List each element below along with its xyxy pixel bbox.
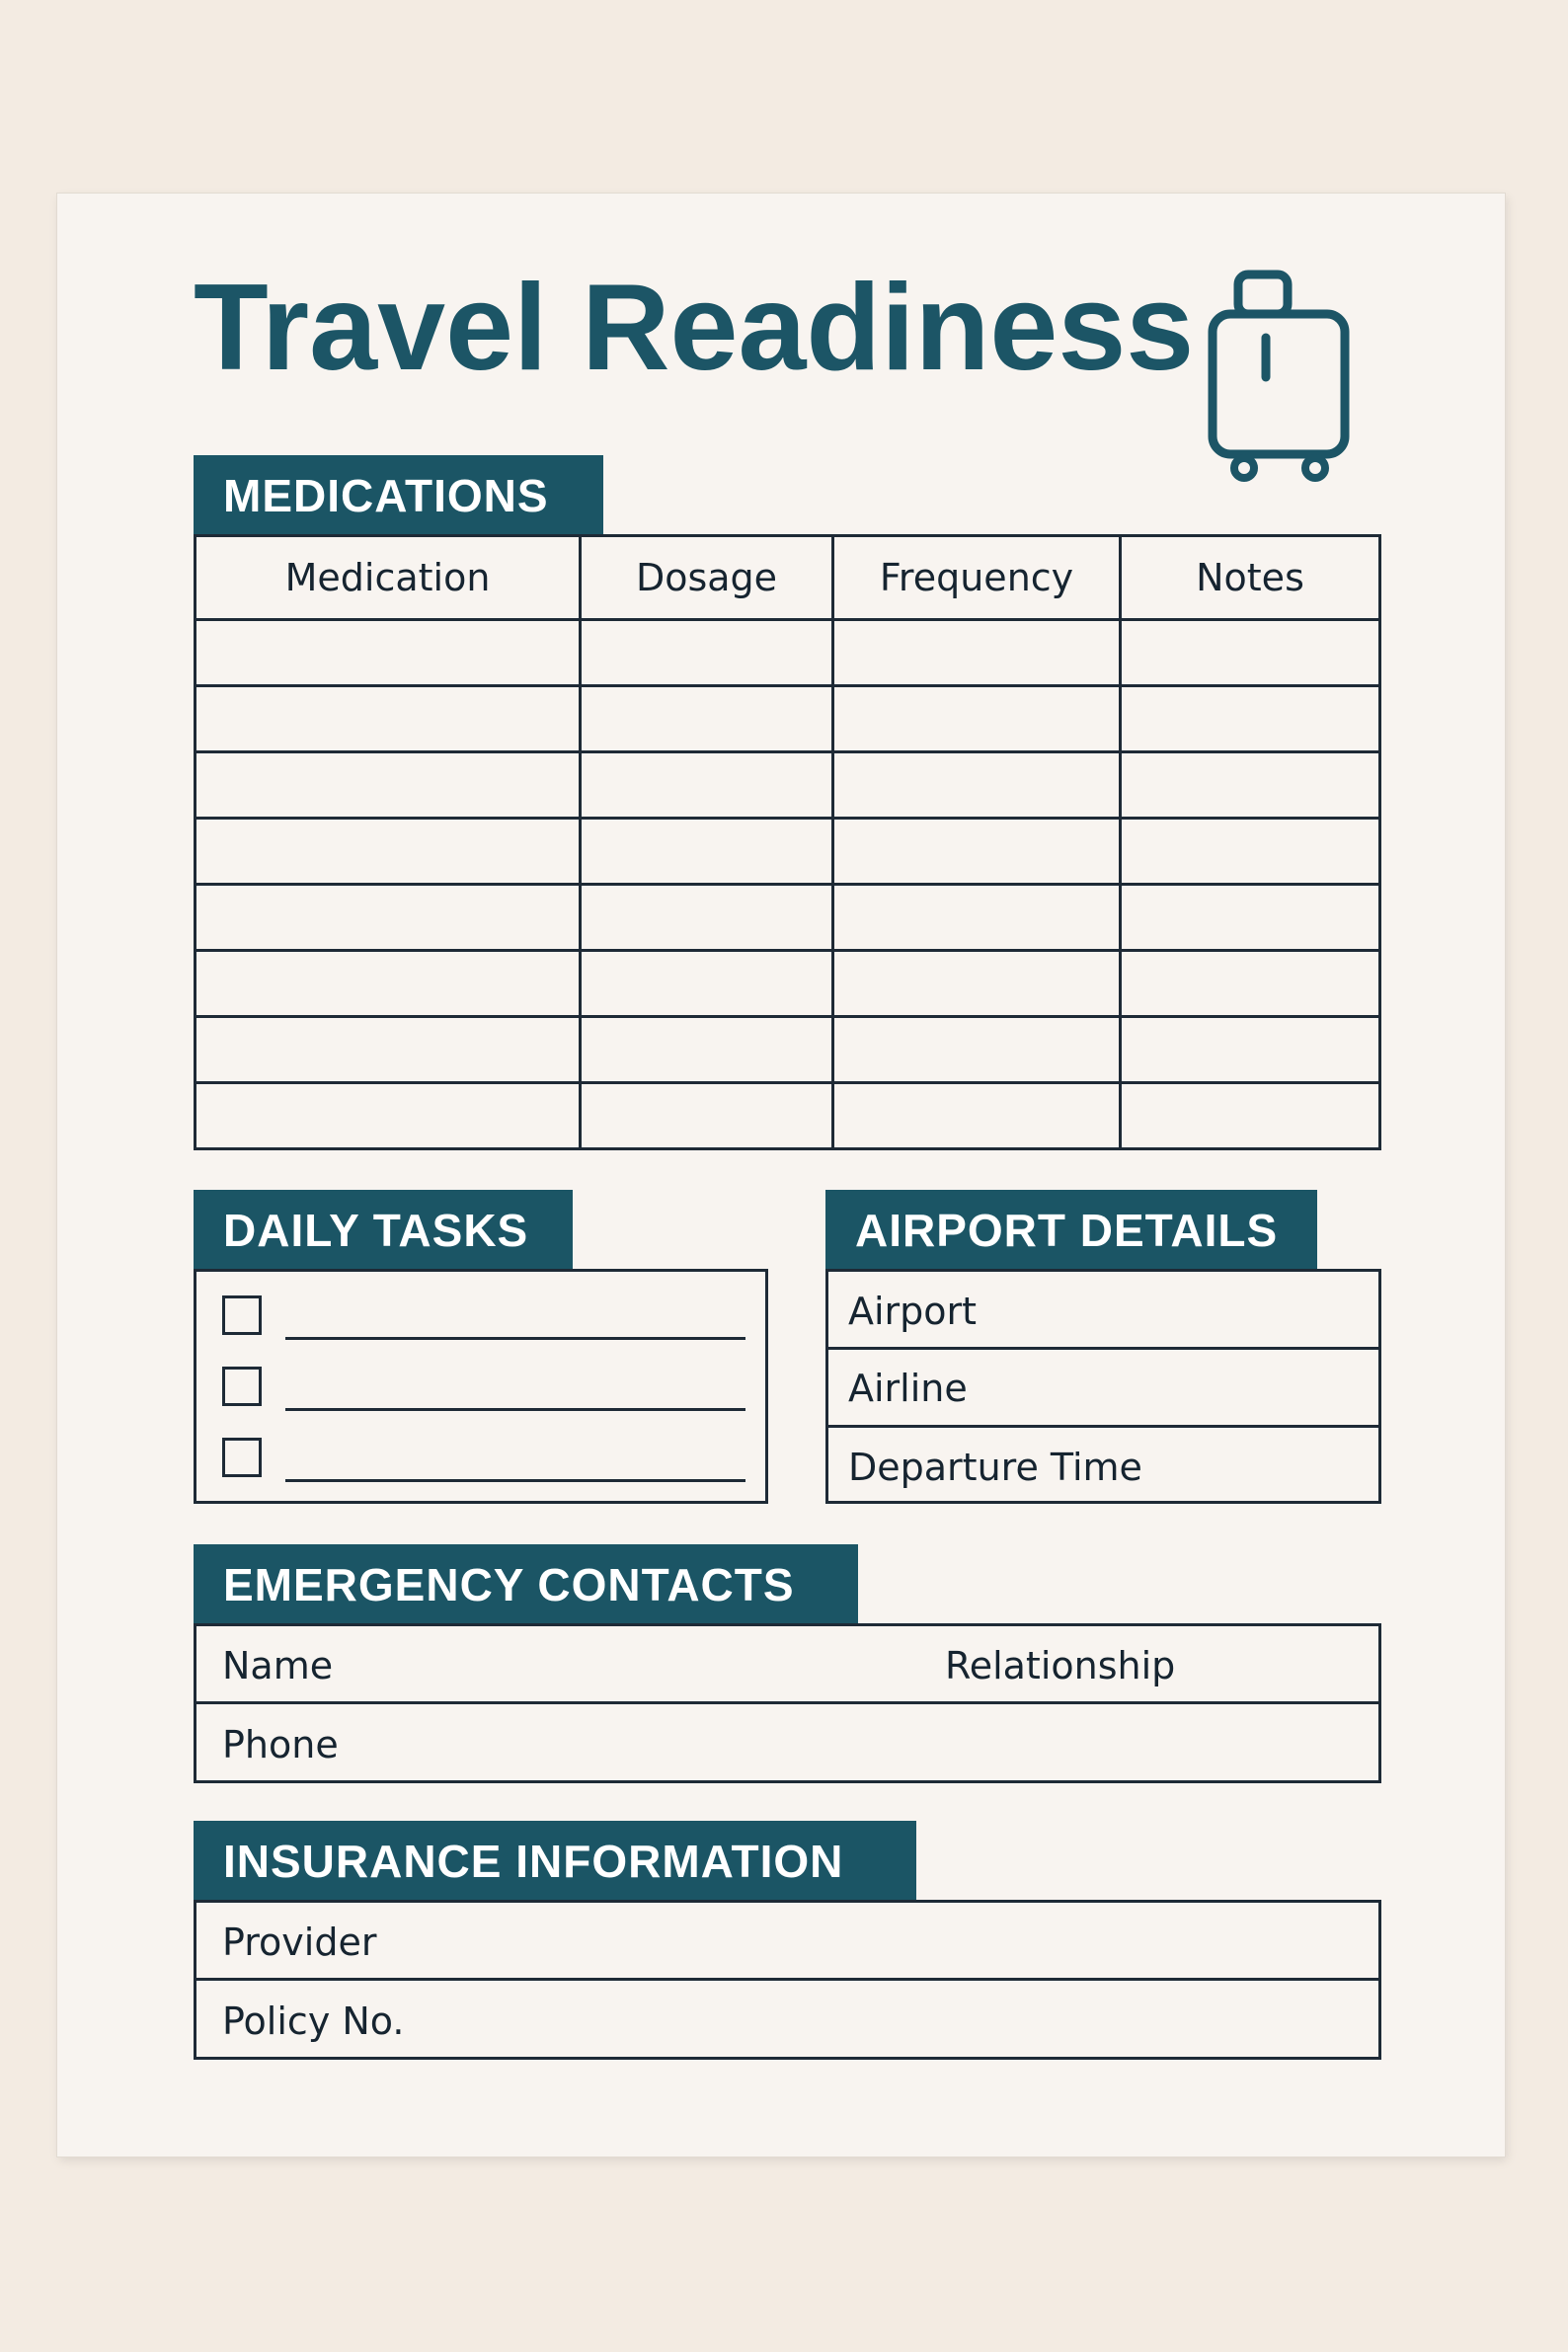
column-header-frequency: Frequency	[879, 556, 1074, 599]
table-row-divider	[196, 750, 1378, 753]
field-label-relationship: Relationship	[945, 1644, 1176, 1687]
task-item	[196, 1288, 765, 1359]
column-divider	[579, 537, 582, 1147]
field-divider	[828, 1347, 1378, 1350]
emergency-contacts-box	[194, 1623, 1381, 1783]
field-label-name: Name	[222, 1644, 334, 1687]
table-row-divider	[196, 1081, 1378, 1084]
table-row-divider	[196, 883, 1378, 886]
task-checkbox[interactable]	[222, 1367, 262, 1406]
table-row-divider	[196, 1015, 1378, 1018]
field-label-airline: Airline	[848, 1367, 968, 1410]
field-label-departure-time: Departure Time	[848, 1446, 1142, 1489]
emergency-contacts-header: EMERGENCY CONTACTS	[194, 1544, 858, 1625]
insurance-header: INSURANCE INFORMATION	[194, 1821, 916, 1902]
field-label-airport: Airport	[848, 1290, 978, 1333]
task-checkbox[interactable]	[222, 1438, 262, 1477]
task-item	[196, 1359, 765, 1430]
field-label-policy-no: Policy No.	[222, 1999, 405, 2043]
field-divider	[828, 1425, 1378, 1428]
airport-details-box	[825, 1269, 1381, 1504]
task-write-line[interactable]	[285, 1337, 745, 1340]
field-divider	[196, 1701, 1378, 1704]
medications-header: MEDICATIONS	[194, 455, 603, 536]
header-divider	[196, 618, 1378, 621]
task-write-line[interactable]	[285, 1408, 745, 1411]
table-row-divider	[196, 684, 1378, 687]
daily-tasks-box	[194, 1269, 768, 1504]
field-divider	[196, 1978, 1378, 1981]
task-write-line[interactable]	[285, 1479, 745, 1482]
field-label-phone: Phone	[222, 1723, 339, 1766]
field-label-provider: Provider	[222, 1921, 377, 1964]
task-checkbox[interactable]	[222, 1295, 262, 1335]
column-divider	[831, 537, 834, 1147]
insurance-box	[194, 1900, 1381, 2060]
medications-table	[194, 534, 1381, 1150]
column-header-medication: Medication	[284, 556, 491, 599]
daily-tasks-header: DAILY TASKS	[194, 1190, 573, 1271]
airport-details-header: AIRPORT DETAILS	[825, 1190, 1317, 1271]
page-title: Travel Readiness	[194, 260, 1195, 396]
suitcase-icon	[1205, 269, 1353, 482]
task-item	[196, 1430, 765, 1501]
column-header-dosage: Dosage	[635, 556, 778, 599]
column-header-notes: Notes	[1196, 556, 1304, 599]
table-row-divider	[196, 817, 1378, 820]
column-divider	[1119, 537, 1122, 1147]
table-row-divider	[196, 949, 1378, 952]
